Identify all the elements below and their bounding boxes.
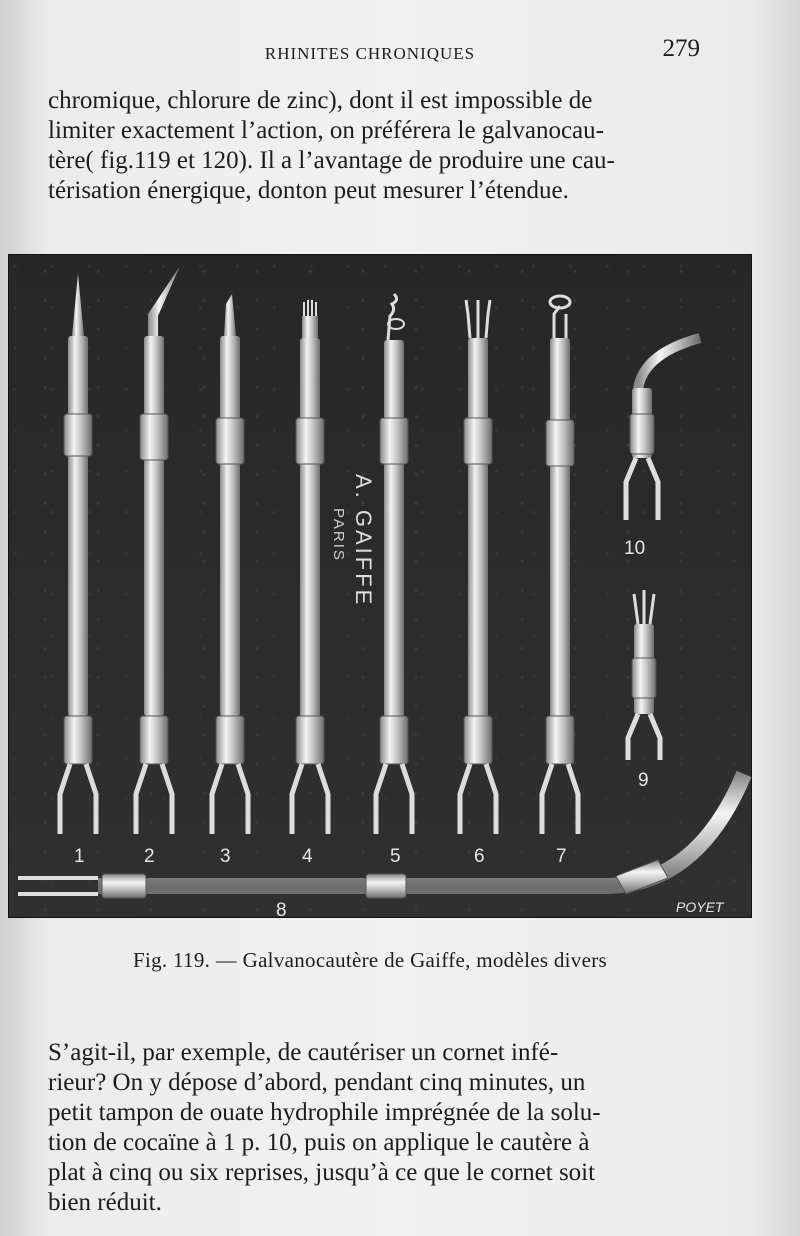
- text-line: térisation énergique, donton peut mesurer l’étendue.: [48, 177, 569, 204]
- text-line: S’agit-il, par exemple, de cautériser un cornet infé-: [48, 1039, 559, 1066]
- instrument-4: [292, 300, 328, 834]
- text-line: chromique, chlorure de zinc), dont il est impossible de: [48, 87, 593, 114]
- figure-caption: Fig. 119. — Galvanocautère de Gaiffe, modèles divers: [133, 948, 607, 972]
- text-line: bien réduit.: [48, 1189, 162, 1216]
- label-7: 7: [556, 846, 567, 867]
- instrument-2: [136, 266, 180, 834]
- engraver-signature: POYET: [676, 899, 724, 915]
- text-line: limiter exactement l’action, on préférera le galvanocau-: [48, 117, 604, 144]
- label-9: 9: [638, 770, 649, 791]
- instrument-7: [542, 296, 578, 834]
- label-10: 10: [624, 538, 646, 559]
- instrument-8: [18, 774, 744, 898]
- label-3: 3: [220, 846, 231, 867]
- instrument-10: [626, 338, 700, 520]
- paragraph-bottom: [48, 1038, 708, 1218]
- instrument-6: [460, 300, 496, 834]
- label-5: 5: [390, 846, 401, 867]
- label-4: 4: [302, 846, 313, 867]
- paragraph-top: [48, 86, 708, 206]
- text-line: plat à cinq ou six reprises, jusqu’à ce que le cornet soit: [48, 1159, 596, 1186]
- maker-mark-group: [330, 474, 376, 607]
- text-line: tion de cocaïne à 1 p. 10, puis on applique le cautère à: [48, 1129, 590, 1156]
- label-6: 6: [474, 846, 485, 867]
- page-number: 279: [662, 35, 700, 62]
- text-line: rieur? On y dépose d’abord, pendant cinq minutes, un: [48, 1069, 586, 1096]
- figure-plate: [8, 254, 752, 918]
- label-8: 8: [276, 900, 287, 918]
- maker-mark: A. GAIFFE: [351, 474, 376, 608]
- running-title: RHINITES CHRONIQUES: [264, 44, 476, 63]
- text-line: petit tampon de ouate hydrophile imprégnée de la solu-: [48, 1099, 601, 1126]
- maker-city: PARIS: [330, 508, 347, 562]
- instrument-9: [628, 590, 660, 760]
- text-line: tère( fig.119 et 120). Il a l’avantage de produire une cau-: [48, 147, 615, 174]
- instrument-5: [376, 294, 412, 834]
- instrument-3: [212, 294, 248, 834]
- label-2: 2: [144, 846, 155, 867]
- instrument-1: [60, 274, 96, 834]
- instruments-illustration: [8, 254, 752, 918]
- label-1: 1: [74, 846, 85, 867]
